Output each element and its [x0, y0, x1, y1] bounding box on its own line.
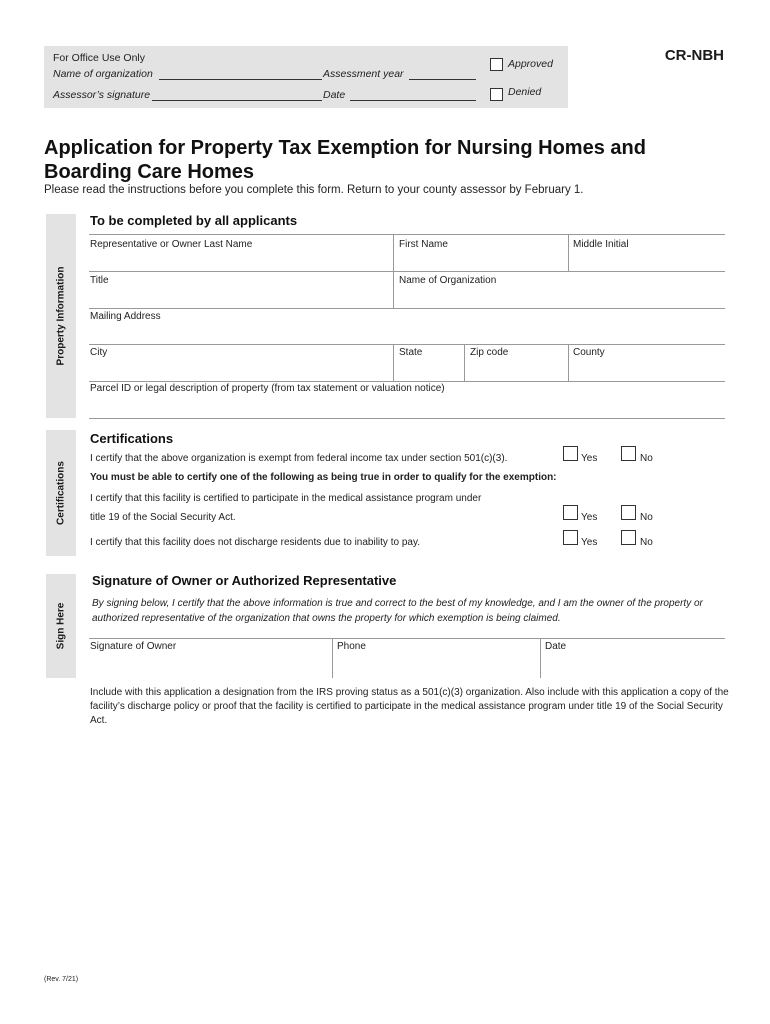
certify-medical-text-line2: title 19 of the Social Security Act.	[90, 512, 236, 523]
instructions-subtitle: Please read the instructions before you complete this form. Return to your county assessor by February 1.	[44, 184, 584, 196]
certify-discharge-text: I certify that this facility does not discharge residents due to inability to pay.	[90, 537, 420, 548]
row-divider	[89, 271, 725, 272]
certify-medical-yes-checkbox[interactable]	[563, 505, 578, 520]
certify-501c3-yes-checkbox[interactable]	[563, 446, 578, 461]
city-label: City	[90, 347, 108, 358]
office-use-header: For Office Use Only	[53, 52, 145, 64]
assessor-signature-line[interactable]	[152, 100, 322, 101]
property-information-tab	[46, 214, 76, 418]
office-use-box	[44, 46, 568, 108]
certify-medical-no-checkbox[interactable]	[621, 505, 636, 520]
no-label: No	[640, 537, 653, 548]
no-label: No	[640, 453, 653, 464]
state-label: State	[399, 347, 423, 358]
row-divider	[89, 308, 725, 309]
county-label: County	[573, 347, 605, 358]
denied-checkbox[interactable]	[490, 88, 503, 101]
assessment-year-label: Assessment year	[323, 68, 404, 80]
signature-heading: Signature of Owner or Authorized Representative	[92, 573, 397, 588]
zip-code-label: Zip code	[470, 347, 509, 358]
sign-here-tab	[46, 574, 76, 678]
row-divider	[89, 234, 725, 235]
last-name-label: Representative or Owner Last Name	[90, 239, 253, 250]
certify-discharge-yes-checkbox[interactable]	[563, 530, 578, 545]
signature-intro-text: By signing below, I certify that the above information is true and correct to the best of my knowledge, and I am the owner of the property or authorized representative of the organization that owns the property for which exemption is being claimed.	[92, 598, 703, 624]
mailing-address-label: Mailing Address	[90, 311, 161, 322]
certify-discharge-no-checkbox[interactable]	[621, 530, 636, 545]
certify-501c3-no-checkbox[interactable]	[621, 446, 636, 461]
office-date-line[interactable]	[350, 100, 476, 101]
cell-divider	[568, 234, 569, 271]
yes-label: Yes	[581, 453, 598, 464]
form-code: CR-NBH	[664, 47, 724, 64]
certifications-heading: Certifications	[90, 431, 174, 446]
row-divider	[89, 418, 725, 419]
cell-divider	[393, 271, 394, 308]
row-divider	[89, 638, 725, 639]
signature-of-owner-label: Signature of Owner	[90, 641, 177, 652]
parcel-id-label: Parcel ID or legal description of property (from tax statement or valuation notice)	[90, 383, 445, 394]
sign-here-tab-label: Sign Here	[55, 602, 67, 650]
no-label: No	[640, 512, 653, 523]
row-divider	[89, 344, 725, 345]
yes-label: Yes	[581, 512, 598, 523]
revision-label: (Rev. 7/21)	[44, 976, 79, 983]
must-certify-text: You must be able to certify one of the following as being true in order to qualify for the exemption:	[90, 472, 557, 483]
cell-divider	[393, 234, 394, 271]
assessment-year-line[interactable]	[409, 79, 476, 80]
phone-label: Phone	[337, 641, 366, 652]
title-label: Title	[90, 275, 109, 286]
org-name-line[interactable]	[159, 79, 322, 80]
attachment-note: Include with this application a designation from the IRS proving status as a 501(c)(3) organization. Also include with this application a copy of the facility’s discharge policy or proof that the facility is certified to participate in the medical assistance program under title 19 of the Social Security Act.	[90, 687, 729, 726]
approved-label: Approved	[508, 58, 553, 70]
cell-divider	[464, 344, 465, 381]
org-name-label: Name of organization	[53, 68, 153, 80]
certify-501c3-text: I certify that the above organization is exempt from federal income tax under section 501(c)(3).	[90, 453, 508, 464]
first-name-label: First Name	[399, 239, 448, 250]
organization-name-label: Name of Organization	[399, 275, 497, 286]
signature-date-label: Date	[545, 641, 567, 652]
cell-divider	[393, 344, 394, 381]
approved-checkbox[interactable]	[490, 58, 503, 71]
certifications-tab	[46, 430, 76, 556]
property-information-tab-label: Property Information	[55, 266, 67, 366]
middle-initial-label: Middle Initial	[573, 239, 629, 250]
property-section-heading: To be completed by all applicants	[90, 213, 298, 228]
assessor-signature-label: Assessor’s signature	[53, 89, 151, 101]
row-divider	[89, 381, 725, 382]
certify-medical-text-line1: I certify that this facility is certified to participate in the medical assistance program under	[90, 493, 482, 504]
cell-divider	[332, 638, 333, 678]
office-date-label: Date	[323, 89, 346, 101]
denied-label: Denied	[508, 86, 542, 98]
cell-divider	[568, 344, 569, 381]
certifications-tab-label: Certifications	[55, 461, 67, 525]
page-title: Application for Property Tax Exemption for Nursing Homes and Boarding Care Homes	[44, 137, 646, 183]
cell-divider	[540, 638, 541, 678]
yes-label: Yes	[581, 537, 598, 548]
